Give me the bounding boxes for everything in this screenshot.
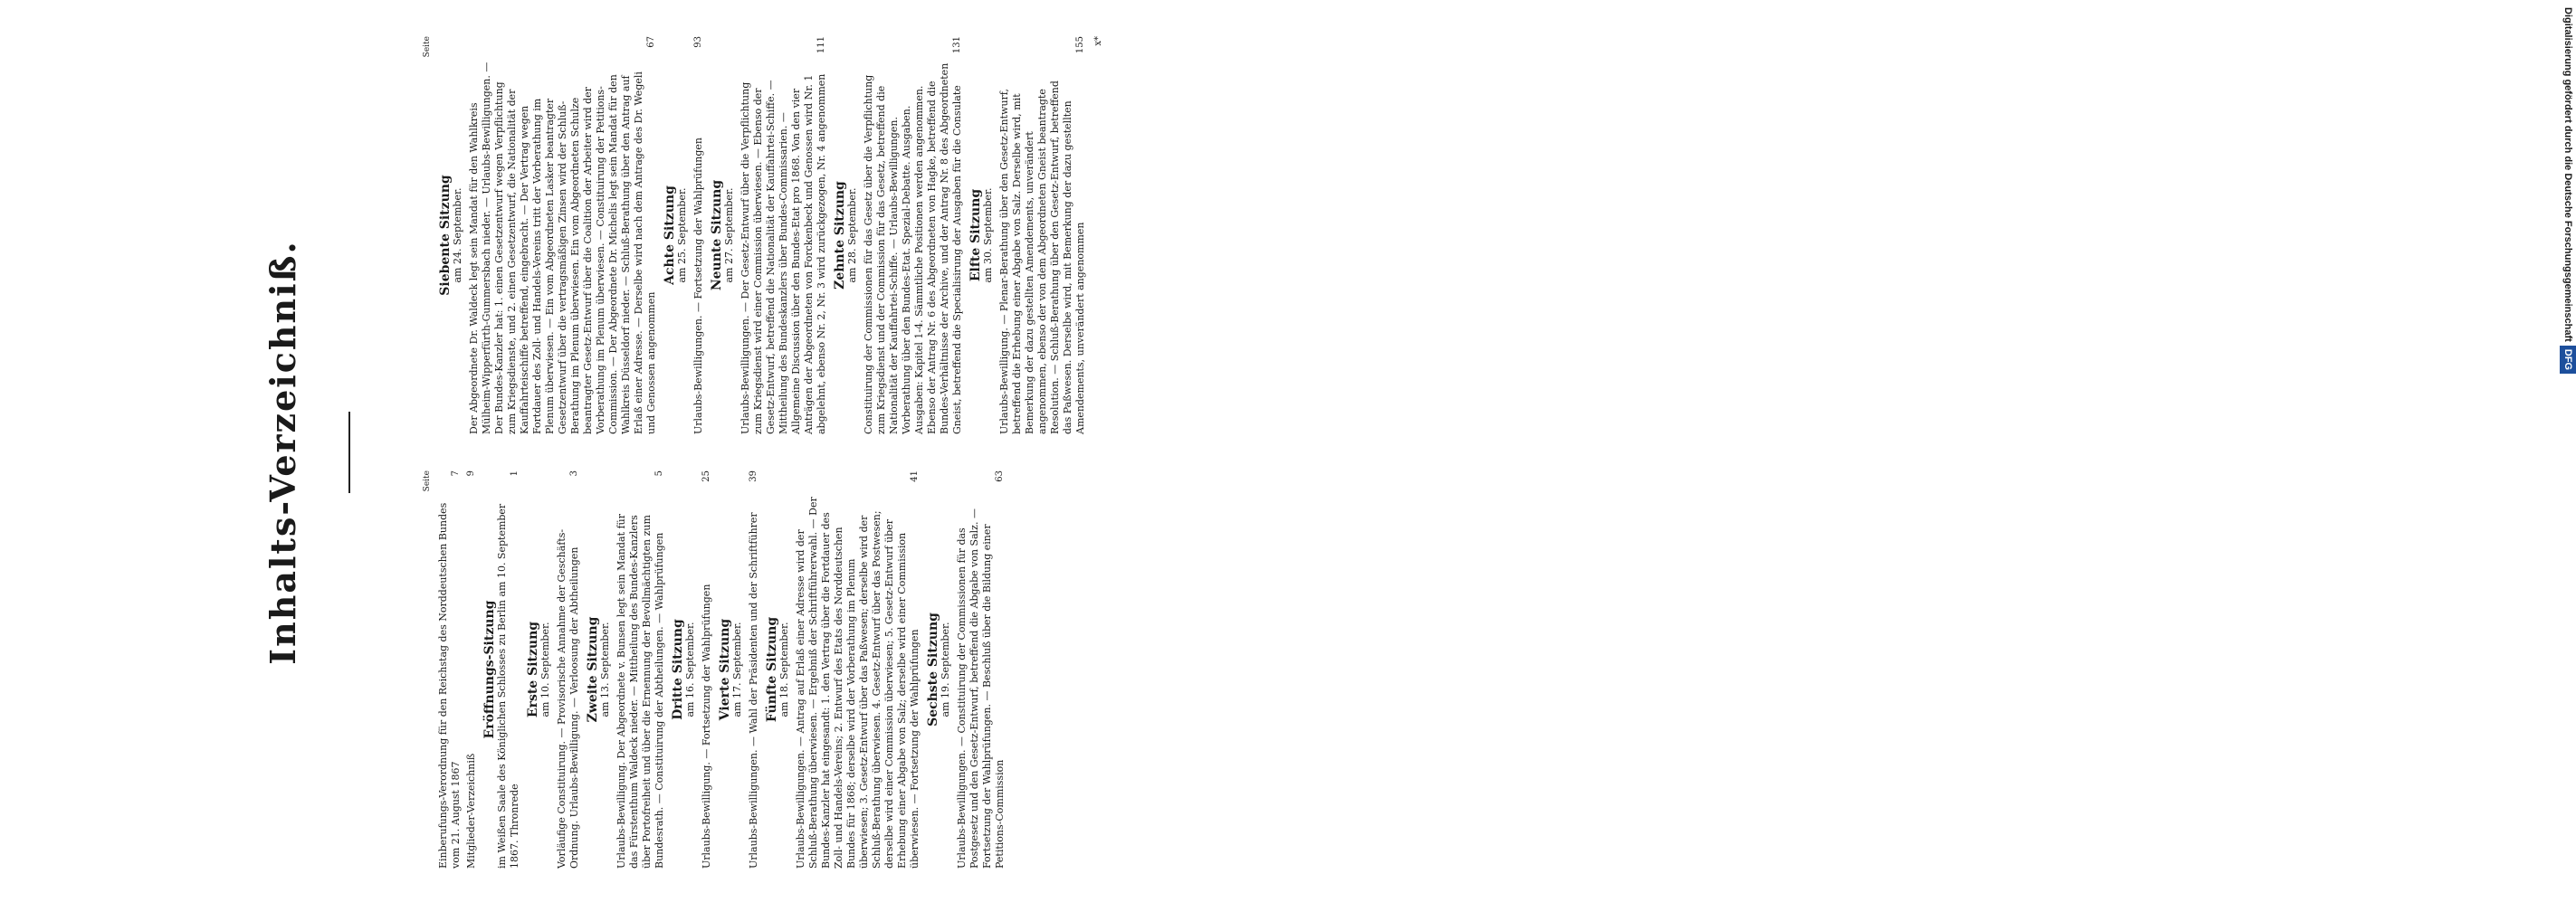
- toc-entry-text: Urlaubs-Bewilligungen. — Der Gesetz-Entwurf über die Verpflichtung zum Kriegsdienst wird einer Commission überwiesen. — Ebenso der Gesetz-Entwurf, betreffend die Nationalität der Kauffahrtei-Schiffe. — Mittheilung des Bundeskanzlers über Bundes-Commissarien. — Allgemeine Discussion über den Bundes-Etat pro 1868. Von den vier Anträgen der Abgeordneten von Forckenbeck und Genossen wird Nr. 1 abgelehnt, ebenso Nr. 2, Nr. 3 wird zurückgezogen, Nr. 4 angenommen: [739, 73, 827, 434]
- dfg-text: Digitalisierung gefördert durch die Deutsche Forschungsgemeinschaft: [2562, 7, 2573, 342]
- toc-right-list: [439, 36, 1087, 434]
- toc-entry: [692, 36, 705, 434]
- toc-entry-text: Constituirung der Commissionen für das Gesetz über die Verpflichtung zum Kriegsdienst und der Commission für das Gesetz, betreffend die Nationalität der Kauffahrtei-Schiffe. — Urlaubs-Bewilligungen. Vorberathung über den Bundes-Etat. Spezial-Debatte. Ausgaben. Ausgaben: Kapitel 1-4. Sämmtliche Positionen werden angenommen. Ebenso der Antrag Nr. 6 des Abgeordneten von Hagke, betreffend die Bundes-Verhältnisse der Archive, und der Antrag Nr. 8 des Abgeordneten Gneist, betreffend die Specialisirung der Ausgaben für die Consulate: [863, 62, 963, 434]
- toc-entry-text: Urlaubs-Bewilligungen. — Constituirung der Commissionen für das Postgesetz und den Gesetz-Entwurf, betreffend die Abgabe von Salz. — Fortsetzung der Wahlprüfungen. — Beschluß über die Bildung einer Petitions-Commission: [956, 508, 1006, 869]
- toc-entry-text: Urlaubs-Bewilligungen. — Fortsetzung der Wahlprüfungen: [692, 138, 704, 434]
- dfg-logo: DFG: [2560, 346, 2576, 374]
- session-heading: Vierte Sitzung: [718, 618, 732, 721]
- toc-entry-page: 131: [952, 36, 962, 54]
- toc-entry-page: 5: [654, 470, 664, 477]
- toc-entry: [739, 36, 828, 434]
- toc-entry: [496, 470, 521, 869]
- toc-left-list: [437, 470, 1007, 869]
- toc-entry: [437, 470, 463, 869]
- session-heading: Elfte Sitzung: [968, 188, 983, 282]
- toc-entry: [701, 470, 713, 869]
- toc-entry-page: 93: [693, 36, 703, 48]
- session-date: am 25. September.: [676, 187, 688, 283]
- toc-entry: [998, 36, 1087, 434]
- toc-entry-page: 9: [466, 470, 476, 477]
- toc-entry-page: 39: [749, 470, 758, 482]
- toc-entry-page: 25: [701, 470, 711, 482]
- toc-left-column: [421, 470, 1009, 869]
- dfg-notice: [2560, 0, 2576, 912]
- session-heading: Erste Sitzung: [526, 621, 540, 718]
- page-title: Inhalts-Verzeichniß.: [262, 240, 303, 665]
- session-date: am 17. September.: [731, 622, 743, 717]
- toc-entry: [795, 470, 921, 869]
- session-heading: Dritte Sitzung: [671, 619, 685, 720]
- toc-entry-text: Urlaubs-Bewilligung. Der Abgeordnete v. Bunsen legt sein Mandat für das Fürstenthum Waldeck nieder. — Mittheilung des Bundes-Kanzlers über Portofreiheit und über die Ernennung der Bevollmächtigten zum Bundesrath. — Constituirung der Abtheilungen. — Wahlprüfungen: [615, 514, 665, 869]
- toc-entry-page: 41: [910, 470, 920, 482]
- toc-entry-text: Einberufungs-Verordnung für den Reichstag des Norddeutschen Bundes vom 21. August 1867: [437, 502, 462, 869]
- session-date: am 13. September.: [599, 622, 611, 717]
- toc-entry: [956, 470, 1007, 869]
- toc-entry-text: Der Abgeordnete Dr. Waldeck legt sein Mandat für den Wahlkreis Mülheim-Wipperfürth-Gummersbach nieder. — Urlaubs-Bewilligungen. — Der Bundes-Kanzler hat: 1. einen Gesetzentwurf wegen Verpflichtung zum Kriegsdienste, und 2. einen Gesetzentwurf, die Nationalität der Kauffahrteischiffe betreffend, eingebracht. — Der Vertrag wegen Fortdauer des Zoll- und Handels-Vereins tritt der Vorberathung im Plenum überwiesen. — Ein vom Abgeordneten Lasker beantragter Gesetzentwurf über die vertragsmäßigen Zinsen wird der Schluß-Berathung im Plenum überwiesen. Ein vom Abgeordneten Schulze beantragter Gesetz-Entwurf über die Coalition der Arbeiter wird der Vorberathung im Plenum überwiesen. — Constituirung der Petitions-Commission. — Der Abgeordnete Dr. Michelis legt sein Mandat für den Wahlkreis Düsseldorf nieder. — Schluß-Berathung über den Antrag auf Erlaß einer Adresse. — Derselbe wird nach dem Antrage des Dr. Wegeli und Genossen angenommen: [468, 62, 657, 434]
- toc-entry-page: 1: [510, 470, 520, 477]
- session-heading: Siebente Sitzung: [438, 175, 453, 296]
- session-date: am 30. September.: [982, 187, 994, 283]
- toc-entry-text: Urlaubs-Bewilligung. — Fortsetzung der Wahlprüfungen: [701, 584, 712, 869]
- session-date: am 28. September.: [846, 187, 858, 283]
- rotated-page: [0, 0, 1296, 905]
- toc-entry: [748, 470, 760, 869]
- toc-entry-page: 111: [816, 36, 826, 54]
- toc-entry-page: 155: [1075, 36, 1085, 54]
- session-heading: Fünfte Sitzung: [765, 616, 779, 723]
- toc-entry: [863, 36, 964, 434]
- toc-entry: [465, 470, 478, 869]
- session-date: am 10. September.: [539, 622, 551, 717]
- session-heading: Eröffnungs-Sitzung: [482, 600, 497, 739]
- toc-entry-text: Urlaubs-Bewilligung. — Plenar-Berathung über den Gesetz-Entwurf, betreffend die Erhebung einer Abgabe von Salz. Derselbe wird, mit Bemerkung der dazu gestellten Amendements, unverändert angenommen, ebenso der von dem Abgeordneten Gneist beantragte Resolution. — Schluß-Berathung über den Gesetz-Entwurf, betreffend das Paßwesen. Derselbe wird, mit Bemerkung der dazu gestellten Amendements, unverändert angenommen: [998, 81, 1086, 434]
- seite-label: Seite: [423, 36, 432, 58]
- toc-entry-text: Urlaubs-Bewilligungen. — Antrag auf Erlaß einer Adresse wird der Schluß-Berathung überwiesen. — Ergebniß der Schriftführerwahl. — Der Bundes-Kanzler hat eingesandt: 1. den Vertrag über die Fortdauer des Zoll- und Handels-Vereins; 2. Entwurf des Etats des Norddeutschen Bundes für 1868; derselbe wird der Vorberathung im Plenum überwiesen; 3. Gesetz-Entwurf über das Paßwesen; derselbe wird der Schluß-Berathung überwiesen. 4. Gesetz-Entwurf über das Postwesen; derselbe wird einer Commission überwiesen; 5. Gesetz-Entwurf über Erhebung einer Abgabe von Salz; derselbe wird einer Commission überwiesen. — Fortsetzung der Wahlprüfungen: [795, 497, 921, 869]
- toc-entry-text: im Weißen Saale des Königlichen Schlosses zu Berlin am 10. September 1867. Thronrede: [496, 503, 520, 869]
- toc-entry-page: 3: [569, 470, 579, 477]
- footer-mark: x*: [1093, 36, 1103, 46]
- session-date: am 19. September.: [940, 622, 951, 717]
- session-date: am 27. September.: [723, 187, 735, 283]
- toc-entry-page: 63: [995, 470, 1005, 482]
- toc-entry-text: Mitglieder-Verzeichniß: [465, 753, 477, 869]
- seite-label: Seite: [423, 470, 432, 492]
- toc-right-column: [421, 36, 1105, 434]
- session-heading: Neunte Sitzung: [710, 179, 724, 291]
- toc-entry: [615, 470, 666, 869]
- session-heading: Achte Sitzung: [663, 185, 677, 285]
- session-date: am 18. September.: [778, 622, 790, 717]
- toc-entry-page: 7: [451, 470, 461, 477]
- toc-entry: [468, 36, 658, 434]
- session-date: am 16. September.: [684, 622, 696, 717]
- toc-entry-text: Vorläufige Constituirung. — Provisorische Annahme der Geschäfts-Ordnung. Urlaubs-Bewilligung. — Verloosung der Abtheilungen: [556, 528, 580, 869]
- dfg-strip: [1280, 0, 2573, 905]
- toc-entry-page: 67: [646, 36, 656, 48]
- toc-entry: [556, 470, 581, 869]
- session-heading: Zehnte Sitzung: [833, 181, 847, 290]
- session-date: am 24. September.: [452, 187, 463, 283]
- session-heading: Zweite Sitzung: [586, 616, 600, 723]
- title-rule: [348, 412, 350, 493]
- session-heading: Sechste Sitzung: [926, 613, 940, 727]
- toc-entry-text: Urlaubs-Bewilligungen. — Wahl der Präsidenten und der Schriftführer: [748, 512, 759, 869]
